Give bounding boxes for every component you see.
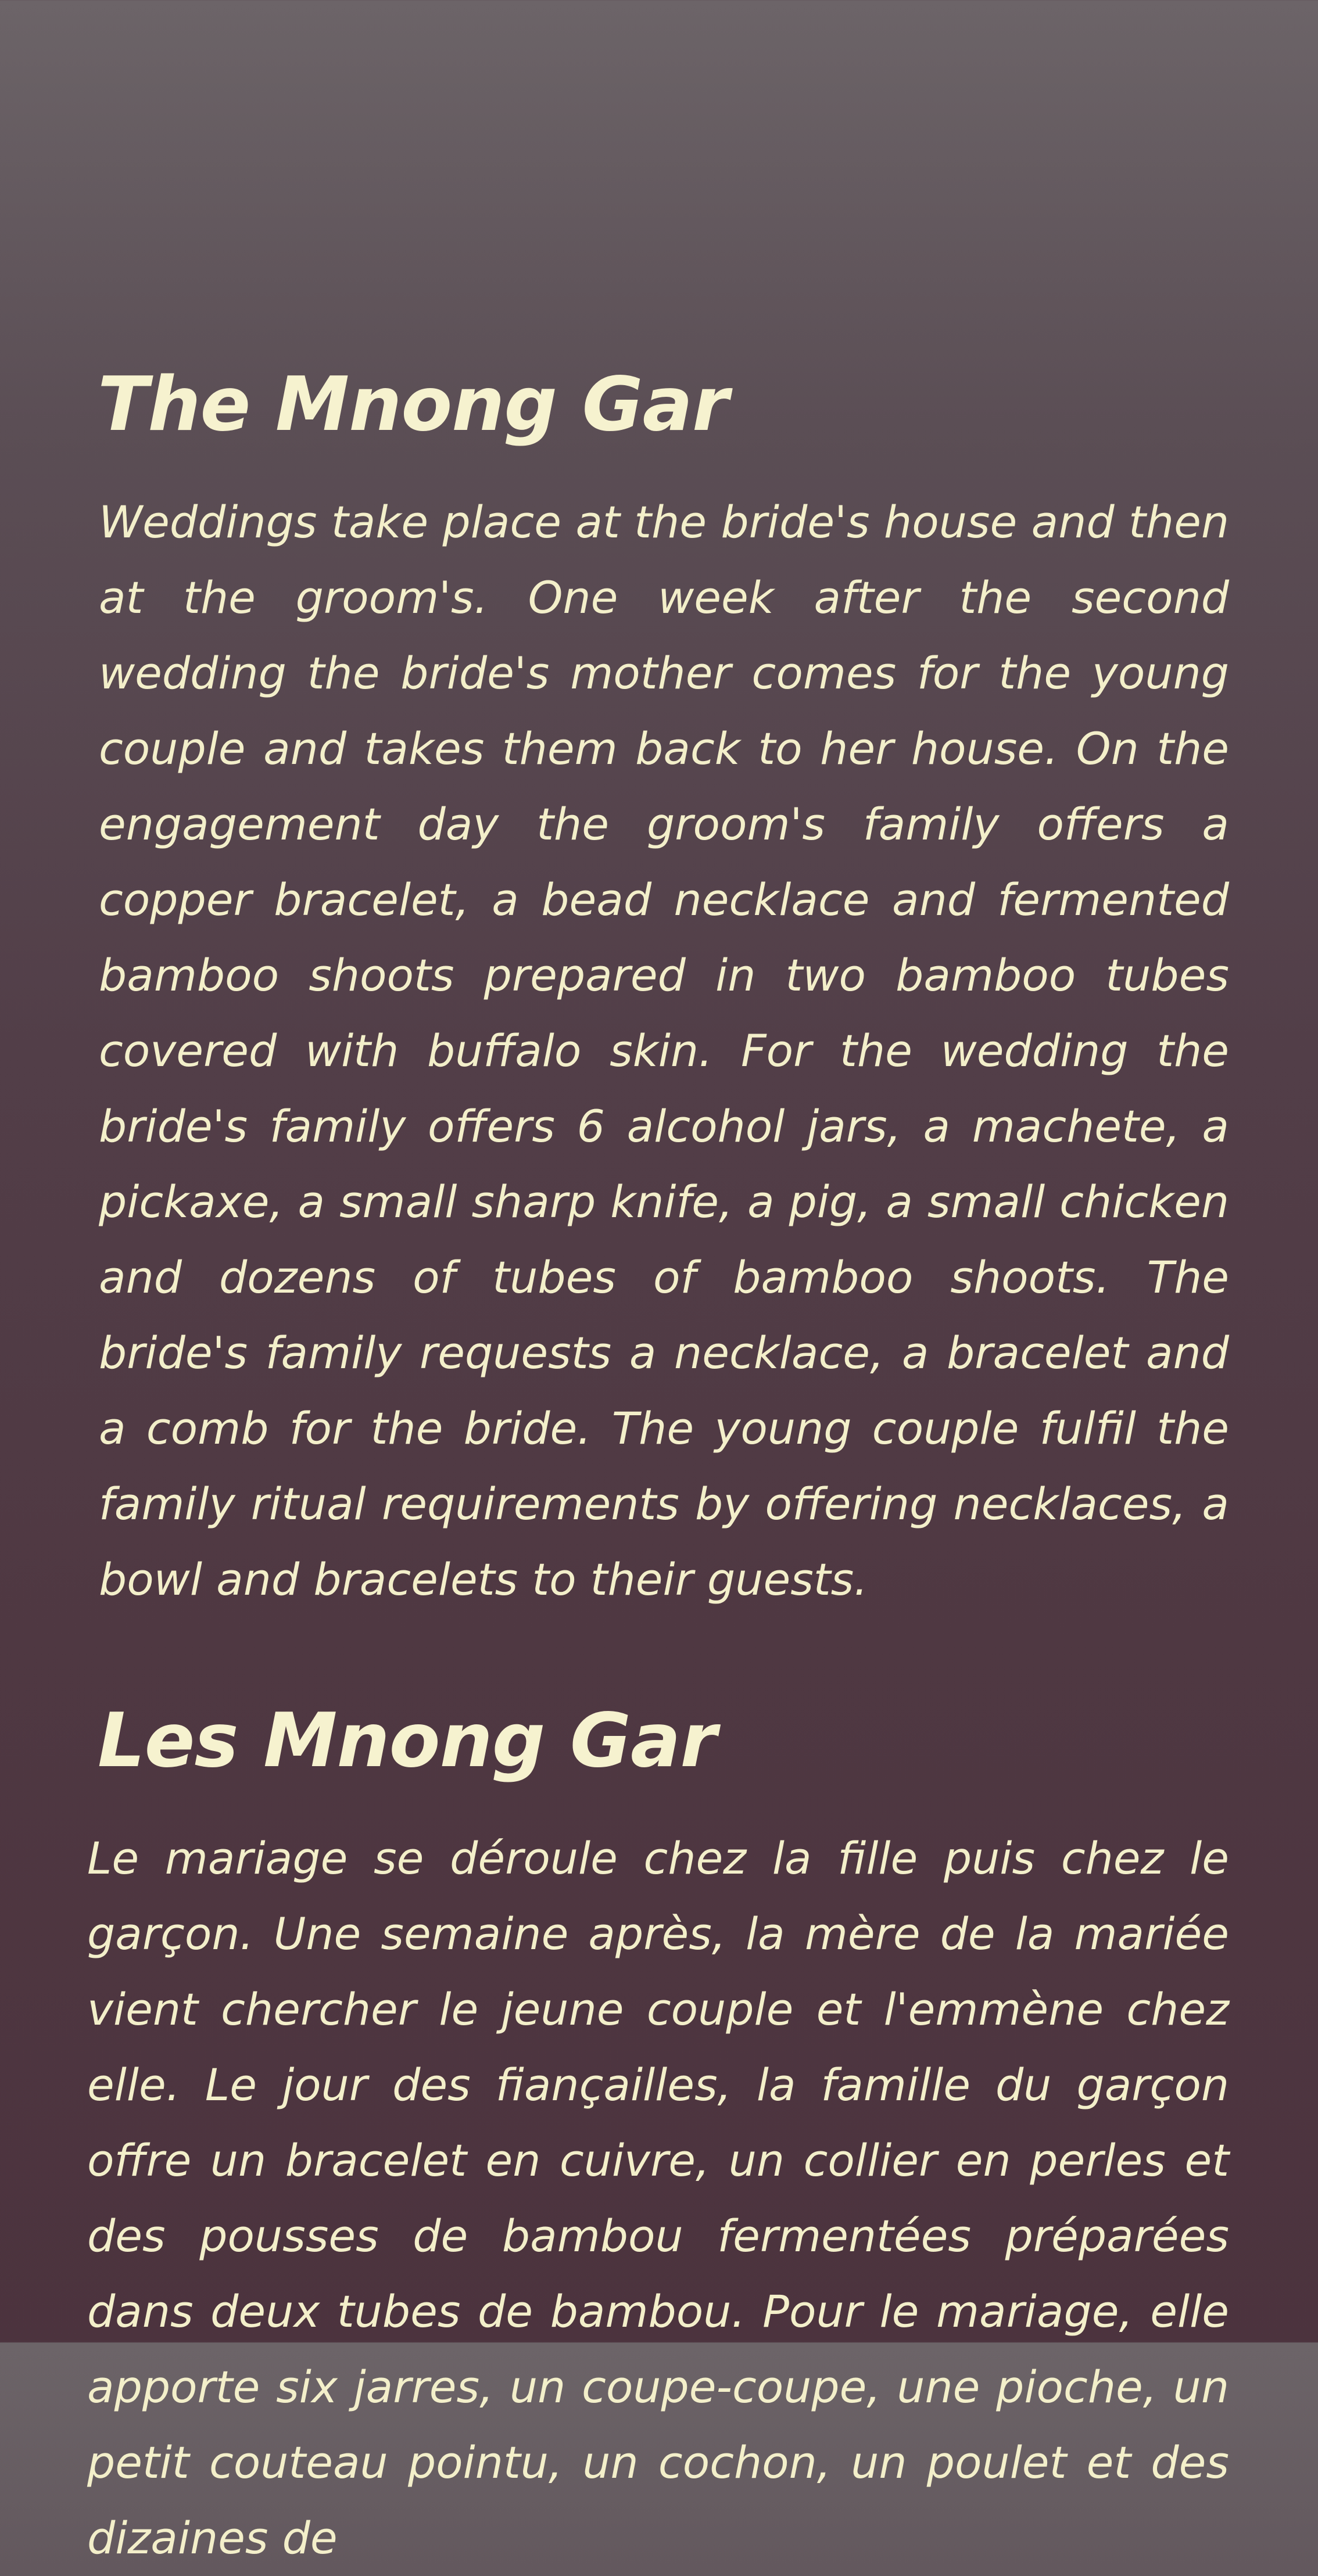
french-title: Les Mnong Gar (98, 1698, 717, 1784)
english-paragraph: Weddings take place at the bride's house and then at the groom's. One week after the second wedding the bride's mother comes for the young couple and takes them back to her house. On the engagement day the groom's family offers a copper bracelet, a bead necklace and fermented bamboo shoots prepared in two bamboo tubes covered with buffalo skin. For the wedding the bride's family offers 6 alcohol jars, a machete, a pickaxe, a small sharp knife, a pig, a small chicken and dozens of tubes of bamboo shoots. The bride's family requests a necklace, a bracelet and a comb for the bride. The young couple fulfil the family ritual requirements by offering necklaces, a bowl and bracelets to their guests. (99, 496, 1229, 1605)
english-section (87, 360, 1229, 1617)
english-title: The Mnong Gar (98, 361, 729, 448)
french-paragraph: Le mariage se déroule chez la fille puis chez le garçon. Une semaine après, la mère de la mariée vient chercher le jeune couple et l'emmène chez elle. Le jour des fiançailles, la famille du garçon offre un bracelet en cuivre, un collier en perles et des pousses de bambou fermentées préparées dans deux tubes de bambou. Pour le mariage, elle apporte six jarres, un coupe-coupe, une pioche, un petit couteau pointu, un cochon, un poulet et des dizaines de (87, 1832, 1229, 2564)
french-section (87, 1696, 1229, 2576)
